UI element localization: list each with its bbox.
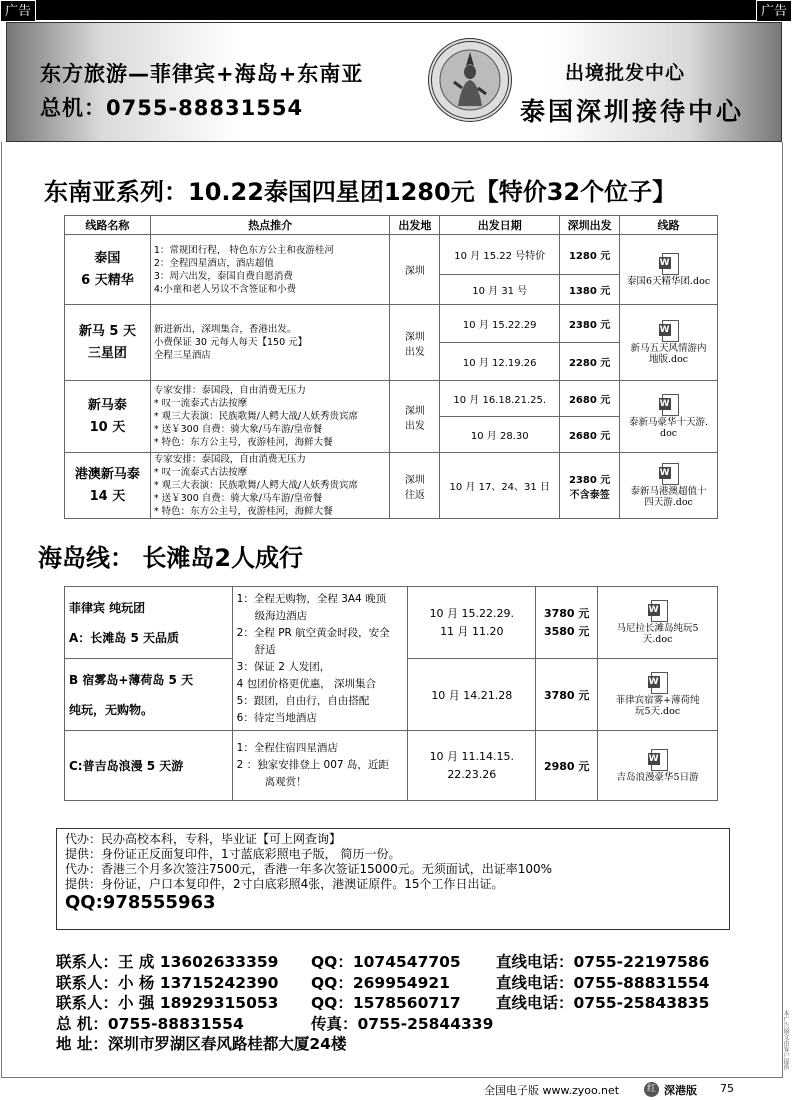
ad-tag-right: 广告 [756, 0, 792, 22]
contact-person: 联系人：小 强 18929315053 [56, 994, 279, 1012]
word-doc-icon: W [659, 394, 679, 416]
page-number: 75 [720, 1082, 734, 1095]
table-row [65, 731, 718, 801]
route-name: 泰国 6 天精华 [65, 235, 151, 305]
agency-line: 代办：香港三个月多次签注7500元，香港一年多次签证15000元。无须面试，出证率100% [65, 862, 553, 876]
depart-date: 10 月 31 号 [440, 275, 560, 305]
itinerary-doc-link[interactable]: W 马尼拉长滩岛纯玩5 天.doc [598, 587, 718, 659]
price: 2980 元 [536, 731, 598, 801]
footer-site: 全国电子版 www.zyoo.net [484, 1084, 620, 1097]
table-row [65, 587, 718, 659]
price: 2280 元 [560, 343, 620, 381]
section-title-island: 海岛线： 长滩岛2人成行 [38, 544, 304, 572]
switchboard: 总 机：0755-88831554 [56, 1014, 244, 1033]
price: 2380 元 [560, 305, 620, 343]
header-cell: 出发地 [390, 216, 440, 235]
contact-qq: QQ：1074547705 [311, 953, 461, 971]
agency-line: 提供：身份证，户口本复印件，2寸白底彩照4张，港澳证原件。15个工作日出证。 [65, 877, 504, 891]
price: 3780 元 3580 元 [536, 587, 598, 659]
contact-row [56, 973, 756, 994]
word-doc-icon: W [659, 463, 679, 485]
depart-date: 10 月 28.30 [440, 417, 560, 453]
agency-line: 提供：身份证正反面复印件，1寸蓝底彩照电子版， 简历一份。 [65, 847, 401, 861]
route-name: B 宿雾岛+薄荷岛 5 天 纯玩，无购物。 [65, 659, 233, 731]
itinerary-doc-link[interactable]: W 吉岛浪漫豪华5日游 [598, 731, 718, 801]
table-header-row [65, 216, 718, 235]
route-features: 专家安排：泰国段，自由消费无压力 * 叹一流泰式古法按摩 * 观三大表演：民族歌舞/人鳄大战/人妖秀贵宾席 * 送￥300 自费：骑大象/马车游/皇帝餐 * 特色：东方公主号，夜游桂河，海鲜大餐 [150, 453, 390, 519]
contact-row [56, 1014, 756, 1035]
buddha-icon [432, 42, 508, 118]
ad-tag-left: 广告 [0, 0, 36, 22]
side-note: 本广告图文由客户提供 [782, 1010, 789, 1070]
word-doc-icon: W [659, 253, 679, 275]
price: 2680 元 [560, 381, 620, 417]
island-table [64, 586, 718, 801]
word-doc-icon: W [659, 320, 679, 342]
word-doc-icon: W [648, 749, 668, 771]
route-name: 港澳新马泰 14 天 [65, 453, 151, 519]
route-features: 1：全程住宿四星酒店 2 ：独家安排登上 007 岛，近距 离观赏！ [232, 731, 408, 801]
southeast-asia-table [64, 215, 718, 519]
department-subtitle: 泰国深圳接待中心 [520, 97, 745, 126]
contact-row [56, 1034, 756, 1055]
depart-city: 深圳 往返 [390, 453, 440, 519]
header-cell: 出发日期 [440, 216, 560, 235]
contact-list [56, 952, 756, 1055]
depart-date: 10 月 12.19.26 [440, 343, 560, 381]
depart-date: 10 月 15.22 号特价 [440, 235, 560, 275]
depart-date: 10 月 11.14.15. 22.23.26 [408, 731, 536, 801]
header-cell: 线路名称 [65, 216, 151, 235]
agency-line: 代办：民办高校本科，专科，毕业证【可上网查询】 [65, 832, 342, 846]
contact-person: 联系人：王 成 13602633359 [56, 953, 279, 971]
depart-date: 10 月 15.22.29. 11 月 11.20 [408, 587, 536, 659]
table-row [65, 235, 718, 275]
footer-edition: 深港版 [664, 1084, 697, 1097]
route-name: C:普吉岛浪漫 5 天游 [65, 731, 233, 801]
price: 2680 元 [560, 417, 620, 453]
contact-phone: 直线电话：0755-88831554 [496, 973, 710, 992]
department-title: 出境批发中心 [565, 62, 686, 84]
word-doc-icon: W [648, 600, 668, 622]
price: 2380 元 不含泰签 [560, 453, 620, 519]
contact-person: 联系人：小 杨 13715242390 [56, 973, 279, 992]
depart-city: 深圳 [390, 235, 440, 305]
price: 1380 元 [560, 275, 620, 305]
footer-badge: 红 [644, 1082, 659, 1097]
route-name: 菲律宾 纯玩团 A：长滩岛 5 天品质 [65, 587, 233, 659]
depart-city: 深圳 出发 [390, 305, 440, 381]
table-row [65, 381, 718, 417]
price: 3780 元 [536, 659, 598, 731]
company-logo [428, 38, 512, 122]
itinerary-doc-link[interactable]: W 新马五天风情游内 地版.doc [620, 305, 718, 381]
itinerary-doc-link[interactable]: W 泰新马豪华十天游. doc [620, 381, 718, 453]
contact-qq: QQ：269954921 [311, 973, 450, 992]
contact-qq: QQ：1578560717 [311, 994, 461, 1012]
top-bar [0, 0, 792, 20]
depart-date: 10 月 17、24、31 日 [440, 453, 560, 519]
section-title-southeast-asia: 东南亚系列：10.22泰国四星团1280元【特价32个位子】 [44, 178, 677, 206]
depart-date: 10 月 14.21.28 [408, 659, 536, 731]
table-row [65, 305, 718, 343]
table-row [65, 453, 718, 519]
header-cell: 深圳出发 [560, 216, 620, 235]
agency-qq: QQ:978555963 [65, 892, 216, 913]
price: 1280 元 [560, 235, 620, 275]
address: 地 址：深圳市罗湖区春风路桂都大厦24楼 [56, 1035, 347, 1053]
itinerary-doc-link[interactable]: W 泰新马港澳超值十 四天游.doc [620, 453, 718, 519]
route-name: 新马 5 天 三星团 [65, 305, 151, 381]
header-cell: 热点推介 [150, 216, 390, 235]
word-doc-icon: W [648, 672, 668, 694]
depart-date: 10 月 16.18.21.25. [440, 381, 560, 417]
contact-phone: 直线电话：0755-25843835 [496, 994, 710, 1012]
route-features: 1：常规团行程， 特色东方公主和夜游桂河 2：全程四星酒店，酒店超值 3：周六出发，泰国自费自愿消费 4:小童和老人另议不含签证和小费 [150, 235, 390, 305]
contact-row [56, 993, 756, 1014]
route-features: 新进新出，深圳集合，香港出发。 小费保证 30 元每人每天【150 元】 全程三星酒店 [150, 305, 390, 381]
header-cell: 线路 [620, 216, 718, 235]
agency-services-box [56, 828, 730, 930]
company-name: 东方旅游—菲律宾+海岛+东南亚 [40, 62, 364, 86]
route-features: 专家安排：泰国段，自由消费无压力 * 叹一流泰式古法按摩 * 观三大表演：民族歌舞/人鳄大战/人妖秀贵宾席 * 送￥300 自费：骑大象/马车游/皇帝餐 * 特色：东方公主号，夜游桂河，海鲜大餐 [150, 381, 390, 453]
hotline: 总机：0755-88831554 [40, 96, 304, 120]
itinerary-doc-link[interactable]: W 菲律宾宿雾+薄荷纯 玩5天.doc [598, 659, 718, 731]
contact-row [56, 952, 756, 973]
contact-phone: 直线电话：0755-22197586 [496, 953, 710, 971]
itinerary-doc-link[interactable]: W 泰国6天精华团.doc [620, 235, 718, 305]
route-features: 1：全程无购物，全程 3A4 晚顶 级海边酒店 2：全程 PR 航空黄金时段，安全 舒适 3：保证 2 人发团， 4 包团价格更优惠， 深圳集合 5：跟团，自由行，自由搭配 6：待定当地酒店 [232, 587, 408, 731]
depart-date: 10 月 15.22.29 [440, 305, 560, 343]
fax: 传真：0755-25844339 [311, 1014, 494, 1033]
route-name: 新马泰 10 天 [65, 381, 151, 453]
depart-city: 深圳 出发 [390, 381, 440, 453]
